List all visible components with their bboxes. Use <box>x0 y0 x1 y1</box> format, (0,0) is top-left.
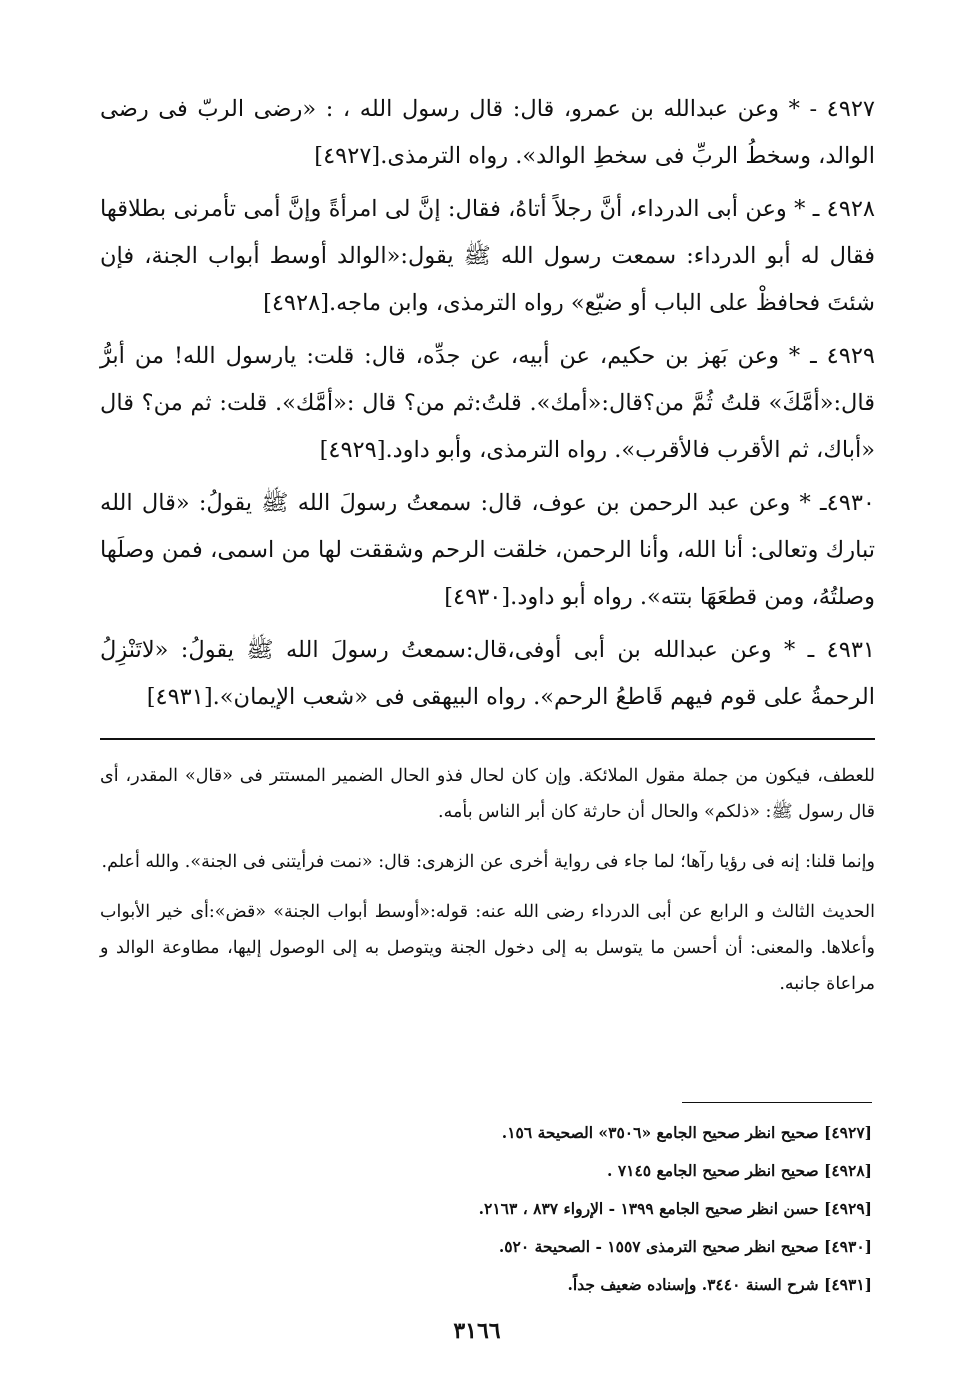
hadith-4929: ٤٩٢٩ ـ * وعن بَهز بن حكيم، عن أبيه، عن جدِّه، قال: قلت: يارسول الله! من أبرُّ قال:«أمَّكَ» قلتُ ثُمَّ من؟قال:«أمك». قلتُ:ثم من؟ قال :«أمَّك». قلت: ثم من؟ قال «أباك، ثم الأقرب فالأقرب». رواه الترمذى، وأبو داود.[٤٩٢٩] <box>100 343 875 463</box>
hadith-4928: ٤٩٢٨ ـ * وعن أبى الدرداء، أنَّ رجلاً أتاهُ، فقال: إنَّ لى امرأةً وإنَّ أمى تأمرنى بطلاقها فقال له أبو الدرداء: سمعت رسول الله ﷺ يقول:«الوالد أوسط أبواب الجنة، فإن شئتَ فحافظْ على الباب أو ضيّع» رواه الترمذى، وابن ماجه.[٤٩٢٨] <box>100 196 875 316</box>
hadith-4927: ٤٩٢٧ - * وعن عبدالله بن عمرو، قال: قال رسول الله ، : «رضى الربّ فى رضى الوالد، وسخطُ الربِّ فى سخطِ الوالد». رواه الترمذى.[٤٩٢٧] <box>100 96 875 169</box>
commentary-section <box>100 758 875 1016</box>
commentary-paragraph-2: وإنما قلنا: إنه فى رؤيا رآها؛ لما جاء فى رواية أخرى عن الزهرى: قال: «نمت فرأيتنى فى الجنة». والله أعلم. <box>101 852 875 872</box>
footnotes-section <box>300 1114 872 1304</box>
footnote-4931: [٤٩٣١] شرح السنة ٣٤٤٠. وإسناده ضعيف جداً. <box>567 1275 872 1294</box>
footnote-4929: [٤٩٢٩] حسن انظر صحيح الجامع ١٣٩٩ - الإرواء ٨٣٧ ، ٢١٦٣. <box>478 1199 872 1218</box>
commentary-divider <box>100 738 875 740</box>
commentary-paragraph-3: الحديث الثالث و الرابع عن أبى الدرداء رضى الله عنه: قوله:«أوسط أبواب الجنة» «قض»:أى خير الأبواب وأعلاها. والمعنى: أن أحسن ما يتوسل به إلى دخول الجنة ويتوصل به إلى الوصول إليها، مطاوعة الوالد و مراعاة جانبه. <box>100 902 875 994</box>
hadith-section <box>100 86 875 727</box>
commentary-paragraph-1: للعطف، فيكون من جملة مقول الملائكة. وإن كان لحال فذو الحال الضمير المستتر فى «قال» المقدر، أى قال رسول ﷺ: «ذلكم» والحال أن حارثة كان أبر الناس بأمه. <box>100 766 875 822</box>
hadith-4930: ٤٩٣٠ـ * وعن عبد الرحمن بن عوف، قال: سمعتُ رسولَ الله ﷺ يقولُ: «قال الله تبارك وتعالى: أنا الله، وأنا الرحمن، خلقت الرحم وشققت لها من اسمى، فمن وصلَها وصلتُهُ، ومن قطعَهَا بتته». رواه أبو داود.[٤٩٣٠] <box>100 490 875 610</box>
hadith-4931: ٤٩٣١ ـ * وعن عبدالله بن أبى أوفى،قال:سمعتُ رسولَ الله ﷺ يقولُ: «لاتَنْزِلُ الرحمةُ على قوم فيهم قَاطعُ الرحم». رواه البيهقى فى «شعب الإيمان».[٤٩٣١] <box>100 637 875 710</box>
footnote-4927: [٤٩٢٧] صحيح انظر صحيح الجامع «٣٥٠٦» الصحيحة ١٥٦. <box>501 1123 872 1142</box>
footnote-divider <box>682 1102 872 1103</box>
footnote-4930: [٤٩٣٠] صحيح انظر صحيح الترمذى ١٥٥٧ - الصحيحة ٥٢٠. <box>498 1237 872 1256</box>
footnote-4928: [٤٩٢٨] صحيح انظر صحيح الجامع ٧١٤٥ . <box>607 1161 872 1180</box>
page-number: ٣١٦٦ <box>453 1318 501 1344</box>
